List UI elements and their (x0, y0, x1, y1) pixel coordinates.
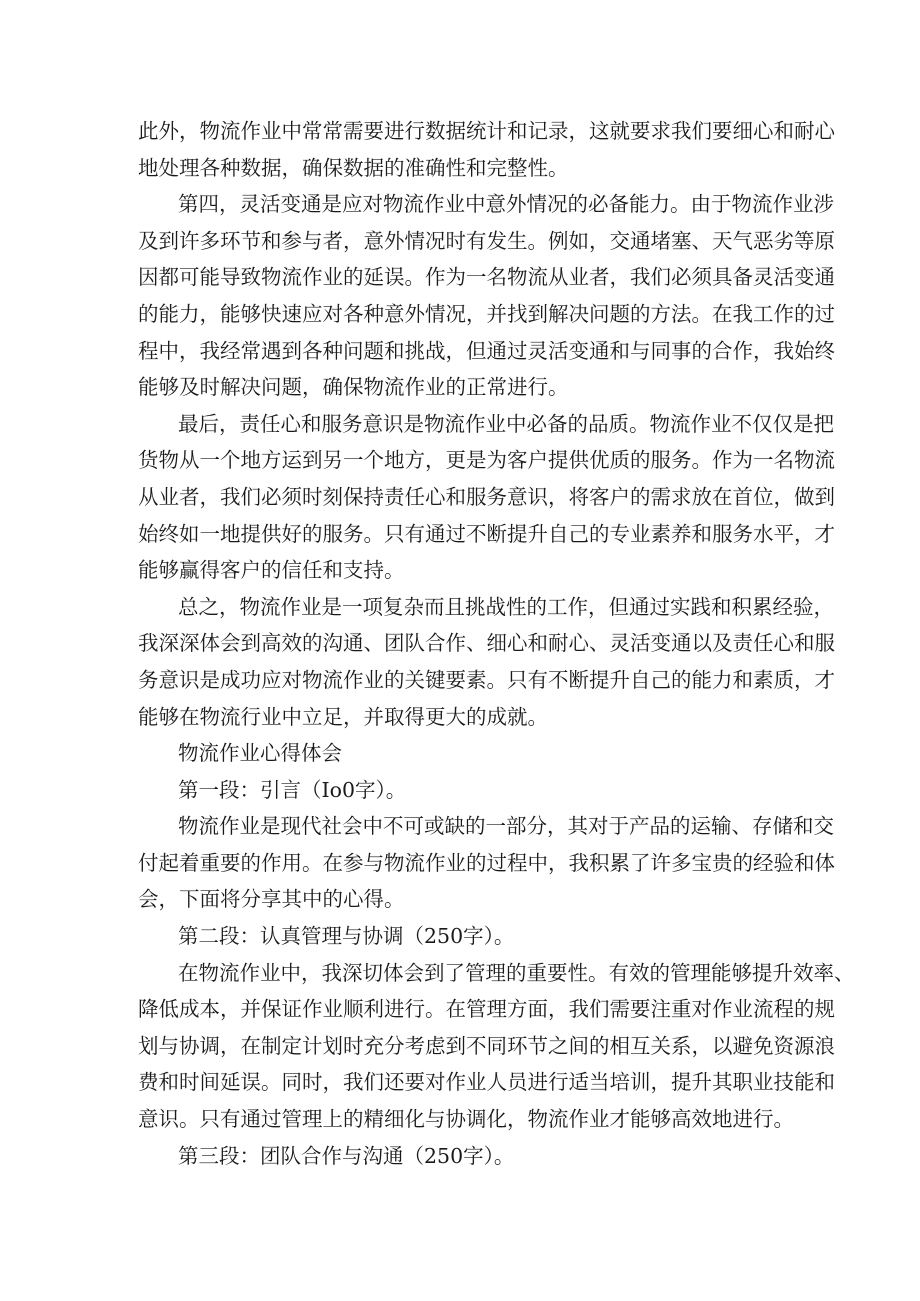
text-line: 此外，物流作业中常常需要进行数据统计和记录，这就要求我们要细心和耐心 (138, 119, 835, 143)
text-line: 会，下面将分享其中的心得。 (138, 887, 405, 912)
text-line: 第一段：引言（Io0字）。 (178, 777, 407, 802)
text-line: 第四，灵活变通是应对物流作业中意外情况的必备能力。由于物流作业涉 (178, 192, 834, 217)
text-line: 能够赢得客户的信任和支持。 (138, 558, 405, 583)
text-line: 费和时间延误。同时，我们还要对作业人员进行适当培训，提升其职业技能和 (138, 1070, 835, 1095)
text-line: 的能力，能够快速应对各种意外情况，并找到解决问题的方法。在我工作的过 (138, 301, 835, 326)
text-line: 因都可能导致物流作业的延误。作为一名物流从业者，我们必须具备灵活变通 (138, 265, 835, 290)
text-line: 降低成本，并保证作业顺利进行。在管理方面，我们需要注重对作业流程的规 (138, 997, 835, 1022)
text-line: 意识。只有通过管理上的精细化与协调化，物流作业才能够高效地进行。 (138, 1107, 794, 1132)
text-line: 付起着重要的作用。在参与物流作业的过程中，我积累了许多宝贵的经验和体 (138, 850, 835, 875)
text-line: 第三段：团队合作与沟通（250字）。 (178, 1143, 515, 1168)
text-line: 划与协调，在制定计划时充分考虑到不同环节之间的相互关系，以避免资源浪 (138, 1033, 835, 1058)
text-line: 能够及时解决问题，确保物流作业的正常进行。 (138, 375, 569, 400)
text-line: 物流作业心得体会 (178, 741, 342, 766)
text-line: 务意识是成功应对物流作业的关键要素。只有不断提升自己的能力和素质，才 (138, 667, 835, 692)
text-line: 总之，物流作业是一项复杂而且挑战性的工作，但通过实践和积累经验， (178, 594, 834, 619)
text-line: 及到许多环节和参与者，意外情况时有发生。例如，交通堵塞、天气恶劣等原 (138, 228, 835, 253)
document-body (138, 113, 855, 1174)
text-line: 程中，我经常遇到各种问题和挑战，但通过灵活变通和与同事的合作，我始终 (138, 338, 835, 363)
text-line: 在物流作业中，我深切体会到了管理的重要性。有效的管理能够提升效率、 (178, 960, 855, 985)
text-line: 物流作业是现代社会中不可或缺的一部分，其对于产品的运输、存储和交 (178, 814, 834, 839)
text-line: 最后，责任心和服务意识是物流作业中必备的品质。物流作业不仅仅是把 (178, 411, 834, 436)
text-line: 货物从一个地方运到另一个地方，更是为客户提供优质的服务。作为一名物流 (138, 448, 835, 473)
text-line: 始终如一地提供好的服务。只有通过不断提升自己的专业素养和服务水平，才 (138, 521, 835, 546)
text-line: 能够在物流行业中立足，并取得更大的成就。 (138, 704, 548, 729)
text-line: 第二段：认真管理与协调（250字）。 (178, 924, 515, 949)
text-line: 我深深体会到高效的沟通、团队合作、细心和耐心、灵活变通以及责任心和服 (138, 631, 835, 656)
text-line: 地处理各种数据，确保数据的准确性和完整性。 (138, 155, 569, 180)
text-line: 从业者，我们必须时刻保持责任心和服务意识，将客户的需求放在首位，做到 (138, 484, 835, 509)
